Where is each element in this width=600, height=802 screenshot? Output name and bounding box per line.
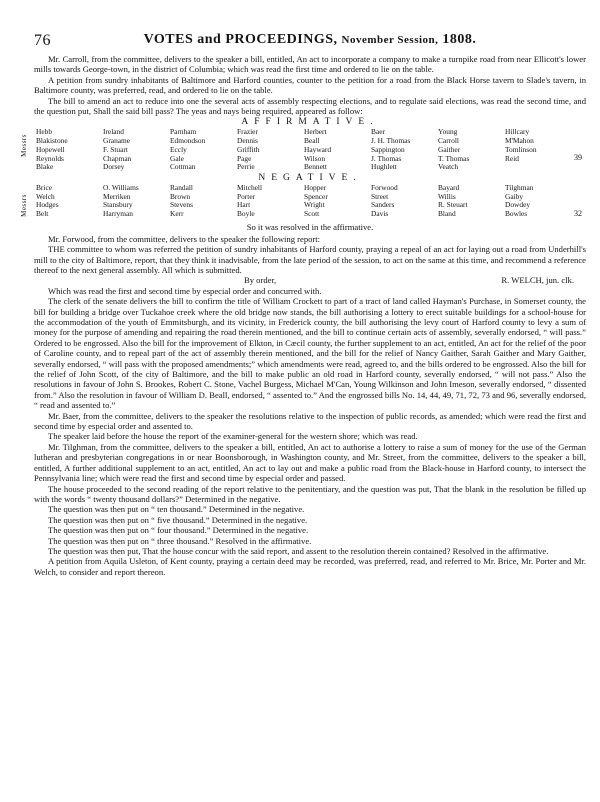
affirmative-column xyxy=(36,128,103,172)
negative-member-name: Brown xyxy=(170,191,191,201)
negative-member-name: Randall xyxy=(170,182,193,192)
body-paragraph: The question was then put on “ three thousand.” Resolved in the affirmative. xyxy=(48,535,312,546)
affirmative-member-name: Baer xyxy=(371,127,385,137)
negative-member-name: Willis xyxy=(438,191,456,201)
body-paragraph: The speaker laid before the house the report of the examiner-general for the western shore; which was read. xyxy=(48,431,418,442)
negative-column xyxy=(36,184,103,219)
affirmative-member-name: Beall xyxy=(304,136,320,146)
negative-member-name: Sanders xyxy=(371,200,395,210)
affirmative-member-name: Veatch xyxy=(438,162,459,172)
affirmative-member-name: Hebb xyxy=(36,127,53,137)
affirmative-member-name: Sappington xyxy=(371,144,405,154)
document-page xyxy=(20,30,586,792)
paragraph-committee-report: THE committee to whom was referred the petition of sundry inhabitants of Harford county, praying a repeal of an act for laying out a road from Underhill's mill to the city of Baltimore, report, that they think it inadvisable, from the late period of the session, to act on the same at this time, and recommend a reference thereof to the next general assembly. All which is submitted. xyxy=(34,244,586,275)
affirmative-member-name: F. Stuart xyxy=(103,144,128,154)
affirmative-member-name: T. Thomas xyxy=(438,153,470,163)
negative-member-name: Harryman xyxy=(103,209,133,219)
negative-member-name: Hart xyxy=(237,200,251,210)
body-paragraph: The question was then put, That the house concur with the said report, and assent to the resolution therein contained? Resolved in the affirmative. xyxy=(48,545,549,556)
page-header xyxy=(34,30,586,54)
affirmative-member-name: Hopewell xyxy=(36,144,65,154)
body-paragraph: The house proceeded to the second reading of the report relative to the penitentiary, and the question was put, That the blank in the resolution be filled up with the words “ twenty thousand dollars?” Determined in the negative. xyxy=(34,483,586,504)
affirmative-member-name: Gaither xyxy=(438,144,461,154)
negative-member-name: Kerr xyxy=(170,209,184,219)
affirmative-member-name: Edmondson xyxy=(170,136,206,146)
affirmative-member-name: Page xyxy=(237,153,252,163)
body-paragraph: The question was then put on “ five thousand.” Determined in the negative. xyxy=(48,514,308,525)
negative-member-name: Welch xyxy=(36,191,55,201)
affirmative-member-name: Cottman xyxy=(170,162,196,172)
title-text: VOTES and PROCEEDINGS, xyxy=(143,32,338,47)
negative-member-name: Stansbury xyxy=(103,200,133,210)
vote-result: So it was resolved in the affirmative. xyxy=(246,221,374,232)
negative-member-name: Merriken xyxy=(103,191,131,201)
paragraph-petition-road: A petition from sundry inhabitants of Baltimore and Harford counties, counter to the petition for a road from the Black Horse tavern to Slade's tavern, in Baltimore county, was preferred, read, and ordered to lie on the table. xyxy=(34,74,586,96)
negative-list xyxy=(20,182,586,219)
body-paragraph: The question was then put on “ four thousand.” Determined in the negative. xyxy=(48,525,309,536)
body-paragraph: The clerk of the senate delivers the bill to confirm the title of William Crockett to part of a tract of land called Hayman's Purchase, in Somerset county, the bill for building a bridge over Tuckahoe creek where the old bridge now stands, the bill authorising a lottery to erect suitable buildings for a school-house for the accommodation of the youth of Emmitsburgh, and its vicinity, in Frederick county, the bill authorising the levy court of Harford county to levy a sum of money for the purpose of amending and repairing the road therein mentioned, and the bill to continue certain acts of assembly, severally endorsed, “ will pass.” Ordered to be engrossed. Also the bill for the improvement of Elkton, in Cæcil county, the further supplement to an act, entitled, An act for the relief of the poor of Caroline county, and to repeal part of the act of assembly therein mentioned, and the bill for the relief of Nancy Gaither, Sarah Gaither and Mary Gaither, severally endorsed, “ will pass with the proposed amendments;” which amendments were read, agreed to, and the bills ordered to be engrossed. Also the bill for the relief of John Scott, of the city of Baltimore, and the bill to make public an old road in Harford county, severally endorsed, “ will not pass.” Also the resolutions in favour of John S. Brookes, Robert C. Stone, Vachel Burgess, Michael M'Can, Young Wilkinson and John Imeson, severally endorsed, “ dissented from.” Also the resolution in favour of William D. Beall, endorsed, “ assented to.” And the engrossed bills No. 14, 44, 49, 71, 72, 73 and 96, severally endorsed, “ read and assented to.” xyxy=(34,296,586,411)
negative-member-name: Bland xyxy=(438,209,456,219)
affirmative-member-name: J. Thomas xyxy=(371,153,402,163)
negative-member-name: Bayard xyxy=(438,182,460,192)
affirmative-member-name: Parnham xyxy=(170,127,197,137)
negative-column xyxy=(438,184,505,219)
negative-member-name: Boyle xyxy=(237,209,255,219)
affirmative-column xyxy=(438,128,505,172)
affirmative-member-name: Carroll xyxy=(438,136,459,146)
negative-member-name: Mitchell xyxy=(237,182,263,192)
affirmative-member-name: M'Mahon xyxy=(505,136,534,146)
negative-member-name: Porter xyxy=(237,191,256,201)
negative-member-name: Wright xyxy=(304,200,325,210)
negative-side-label: Messrs xyxy=(20,193,28,217)
negative-member-name: O. Williams xyxy=(103,182,139,192)
negative-column xyxy=(505,184,572,219)
affirmative-member-name: Reid xyxy=(505,153,519,163)
affirmative-column xyxy=(103,128,170,172)
affirmative-member-name: Frazier xyxy=(237,127,258,137)
affirmative-column xyxy=(304,128,371,172)
affirmative-list xyxy=(20,127,586,172)
affirmative-member-name: Ireland xyxy=(103,127,124,137)
affirmative-columns xyxy=(34,128,586,172)
affirmative-member-name: Blakistone xyxy=(36,136,68,146)
affirmative-side-label: Messrs xyxy=(20,134,28,158)
affirmative-member-name: Young xyxy=(438,127,458,137)
negative-member-name: Hodges xyxy=(36,200,59,210)
affirmative-member-name: Wilson xyxy=(304,153,326,163)
body-paragraphs xyxy=(34,286,586,577)
negative-member-name: Scott xyxy=(304,209,320,219)
body-paragraph: Mr. Tilghman, from the committee, delivers to the speaker a bill, entitled, An act to authorise a lottery to raise a sum of money for the use of the German lutheran and presbyterian congregations in or near Boonsborough, in Washington county, and Mr. Street, from the committee, delivers to the speaker a bill, entitled, A further additional supplement to an act, entitled, An act to lay out and make a public road from the Black-house in Harford county, to intersect the Pennsylvania line; which were read the first and second time by especial order and passed. xyxy=(34,441,586,484)
affirmative-member-name: Gale xyxy=(170,153,184,163)
affirmative-member-name: Hayward xyxy=(304,144,332,154)
paragraph-forwood: Mr. Forwood, from the committee, delivers to the speaker the following report: xyxy=(48,233,321,244)
affirmative-member-name: Griffith xyxy=(237,144,260,154)
affirmative-member-name: Dorsey xyxy=(103,162,125,172)
negative-column xyxy=(103,184,170,219)
negative-column xyxy=(170,184,237,219)
negative-column xyxy=(371,184,438,219)
negative-member-name: R. Steuart xyxy=(438,200,468,210)
affirmative-heading: AFFIRMATIVE. xyxy=(241,117,379,128)
affirmative-member-name: Eccly xyxy=(170,144,187,154)
negative-column xyxy=(237,184,304,219)
affirmative-member-name: Hillcary xyxy=(505,127,530,137)
negative-member-name: Hopper xyxy=(304,182,327,192)
signature-line xyxy=(34,275,586,285)
negative-columns xyxy=(34,184,586,219)
body-paragraph: Which was read the first and second time by especial order and concurred with. xyxy=(48,285,322,296)
negative-member-name: Tilghman xyxy=(505,182,534,192)
paragraph-carroll: Mr. Carroll, from the committee, delivers to the speaker a bill, entitled, An act to incorporate a company to make a turnpike road from near Ellicott's lower mills towards George-town, in the district of Columbia; which was read the first time and ordered to lie on the table. xyxy=(34,54,586,75)
negative-member-name: Brice xyxy=(36,182,53,192)
running-title xyxy=(34,32,586,48)
negative-heading: NEGATIVE. xyxy=(258,172,362,183)
negative-column xyxy=(304,184,371,219)
negative-member-name: Davis xyxy=(371,209,389,219)
session-text: November Session, xyxy=(341,34,439,46)
negative-member-name: Bowles xyxy=(505,209,528,219)
affirmative-column xyxy=(170,128,237,172)
body-paragraph: A petition from Aquila Usleton, of Kent county, praying a certain deed may be recorded, was preferred, read, and referred to Mr. Brice, Mr. Porter and Mr. Welch, to consider and report thereon. xyxy=(34,556,586,577)
negative-member-name: Forwood xyxy=(371,182,398,192)
negative-member-name: Dowdey xyxy=(505,200,531,210)
affirmative-member-name: Hughlett xyxy=(371,162,397,172)
affirmative-member-name: Dennis xyxy=(237,136,258,146)
affirmative-member-name: Reynolds xyxy=(36,153,64,163)
negative-member-name: Gaiby xyxy=(505,191,524,201)
negative-member-name: Street xyxy=(371,191,389,201)
affirmative-member-name: Tomlinson xyxy=(505,144,537,154)
body-paragraph: The question was then put on “ ten thousand.” Determined in the negative. xyxy=(48,504,305,515)
clerk-signature: R. WELCH, jun. clk. xyxy=(501,275,574,286)
affirmative-member-name: Blake xyxy=(36,162,54,172)
body-paragraph: Mr. Baer, from the committee, delivers to the speaker the resolutions relative to the inspection of public records, as amended; which were read the first and second time by especial order and assented to. xyxy=(34,410,586,432)
affirmative-member-name: Perrie xyxy=(237,162,255,172)
negative-member-name: Belt xyxy=(36,209,49,219)
by-order-text: By order, xyxy=(244,275,277,286)
affirmative-member-name: Herbert xyxy=(304,127,327,137)
affirmative-column xyxy=(371,128,438,172)
affirmative-member-name: J. H. Thomas xyxy=(371,136,411,146)
negative-member-name: Spencer xyxy=(304,191,328,201)
year-text: 1808. xyxy=(442,32,477,47)
negative-member-name: Stevens xyxy=(170,200,193,210)
affirmative-member-name: Graname xyxy=(103,136,131,146)
affirmative-column xyxy=(505,128,572,172)
affirmative-member-name: Bennett xyxy=(304,162,327,172)
affirmative-member-name: Chapman xyxy=(103,153,132,163)
paragraph-elections-bill: The bill to amend an act to reduce into one the several acts of assembly respecting elections, and to regulate said elections, was read the second time, and the question put, Shall the said bill pass? The yeas and nays being required, appeared as follow: xyxy=(34,95,586,117)
affirmative-count: 39 xyxy=(574,153,582,163)
negative-count: 32 xyxy=(574,208,582,218)
page-number: 76 xyxy=(34,32,51,49)
affirmative-column xyxy=(237,128,304,172)
